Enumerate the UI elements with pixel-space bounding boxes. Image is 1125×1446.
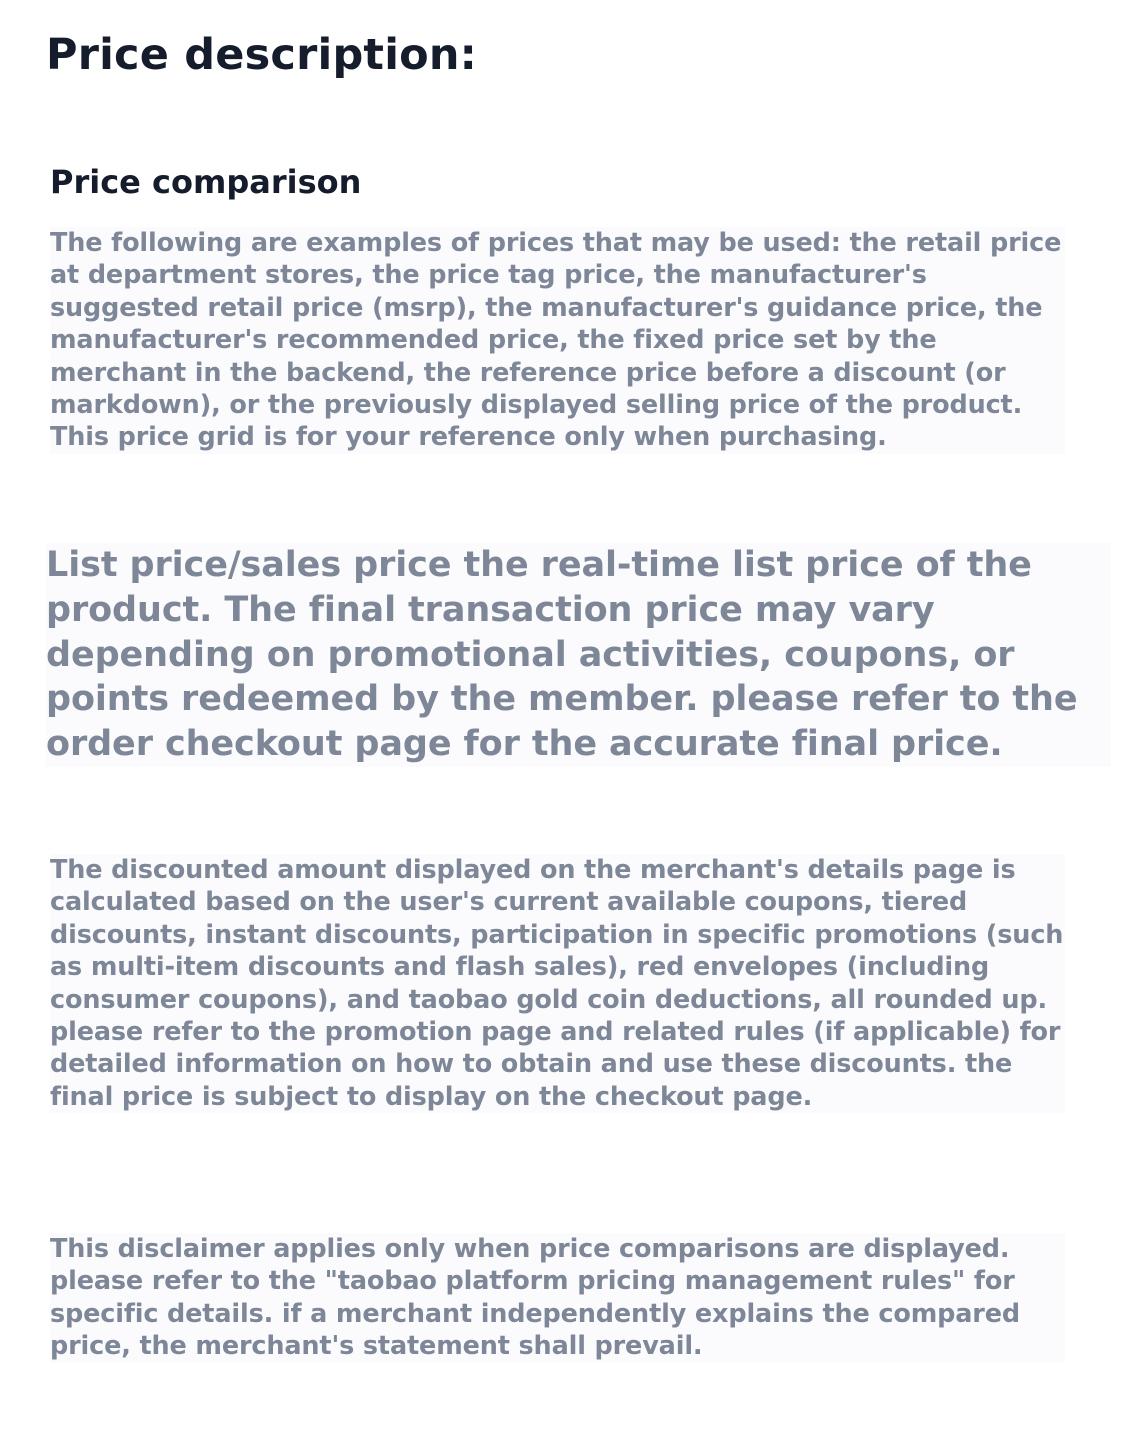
paragraph-discounted-amount: The discounted amount displayed on the merchant's details page is calculated based on the user's current available coupons, tiered discounts, instant discounts, participation in specific promotions (such as multi-item discounts and flash sales), red envelopes (including consumer coupons), and taobao gold coin deductions, all rounded up. please refer to the promotion page and related rules (if applicable) for detailed information on how to obtain and use these discounts. the final price is subject to display on the checkout page. (50, 855, 1064, 1112)
section-heading-price-comparison: Price comparison (50, 163, 362, 201)
paragraph-disclaimer: This disclaimer applies only when price comparisons are displayed. please refer to the "taobao platform pricing management rules" for specific details. if a merchant independently explains the compared price, the merchant's statement shall prevail. (50, 1233, 1065, 1363)
page-title: Price description: (46, 30, 478, 80)
paragraph-reference-prices: The following are examples of prices that may be used: the retail price at department stores, the price tag price, the manufacturer's suggested retail price (msrp), the manufacturer's guidance price, the manufacturer's recommended price, the fixed price set by the merchant in the backend, the reference price before a discount (or markdown), or the previously displayed selling price of the product. This price grid is for your reference only when purchasing. (50, 227, 1065, 454)
paragraph-list-price: List price/sales price the real-time list price of the product. The final transaction price may vary depending on promotional activities, coupons, or points redeemed by the member. please refer to the order checkout page for the accurate final price. (46, 543, 1111, 767)
